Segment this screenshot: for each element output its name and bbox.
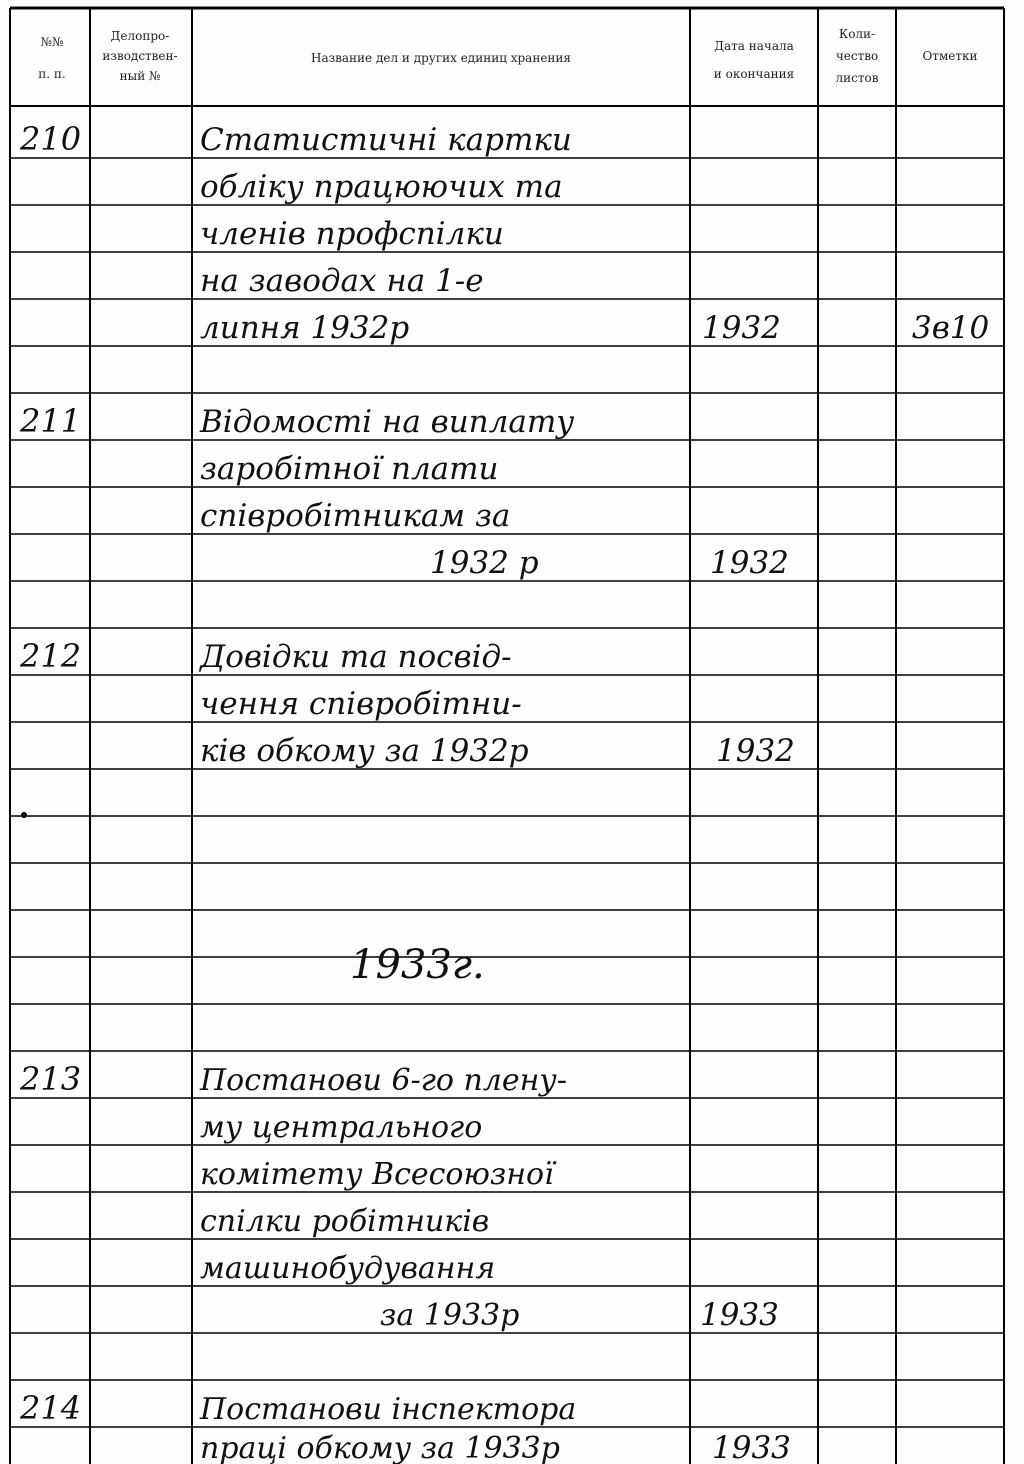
entry-211-dates: 1932 (710, 545, 789, 581)
year-heading: 1933г. (350, 942, 485, 988)
entry-212-title-line1: Довідки та посвід- (200, 639, 512, 675)
entry-210-notes: 3в10 (912, 310, 990, 346)
header-office-line3: ный № (119, 69, 161, 83)
entry-211-number: 211 (20, 402, 82, 440)
entry-210-title-line4: на заводах на 1-е (200, 263, 484, 299)
entry-210-title-line2: обліку працюючих та (200, 169, 563, 205)
entry-214-title-line2: праці обкому за 1933р (200, 1431, 560, 1464)
entry-211-title-line3: співробітникам за (200, 498, 511, 534)
entry-214-title-line1: Постанови інспектора (200, 1392, 577, 1427)
entry-210-title-line3: членів профспілки (200, 216, 504, 252)
entry-213-title-line5: машинобудування (200, 1251, 496, 1286)
entry-210-dates: 1932 (702, 310, 781, 346)
header-sheets-line1: Коли- (838, 27, 876, 41)
entry-213-title-line3: комітету Всесоюзної (200, 1157, 554, 1192)
stray-dot-mark (21, 812, 27, 818)
header-office-line1: Делопро- (110, 29, 170, 43)
entry-214-number: 214 (20, 1389, 82, 1427)
entry-212-dates: 1932 (716, 733, 795, 769)
header-notes: Отметки (922, 49, 978, 63)
ruled-lines (10, 158, 1004, 1427)
entry-211-title-line4: 1932 р (430, 545, 539, 581)
entry-211-title-line1: Відомості на виплату (200, 404, 575, 440)
entry-213-title-line6: за 1933р (380, 1298, 520, 1333)
header-office-line2: изводствен- (102, 49, 178, 63)
entry-213-title-line2: му центрального (200, 1110, 483, 1145)
header-sheets-line3: листов (835, 71, 879, 85)
entry-213-title-line4: спілки робітників (200, 1204, 490, 1239)
entry-213-number: 213 (20, 1060, 82, 1098)
entry-212-number: 212 (20, 637, 82, 675)
entry-211-title-line2: заробітної плати (200, 451, 499, 487)
entry-212-title-line2: чення співробітни- (200, 686, 522, 722)
entry-213-title-line1: Постанови 6-го плену- (200, 1063, 567, 1098)
entry-213-dates: 1933 (700, 1297, 779, 1333)
header-num-line1: №№ (40, 35, 64, 49)
header-dates-line2: и окончания (713, 67, 795, 81)
entry-212-title-line3: ків обкому за 1932р (200, 733, 529, 769)
entry-210-title-line5: липня 1932р (200, 310, 410, 346)
header-title: Название дел и других единиц хранения (310, 51, 572, 65)
entry-210-number: 210 (20, 120, 82, 158)
header-sheets-line2: чество (835, 49, 879, 63)
header-dates-line1: Дата начала (714, 39, 794, 53)
header-num-line2: п. п. (38, 67, 66, 81)
entry-214-dates: 1933 (712, 1430, 791, 1464)
entry-210-title-line1: Статистичні картки (200, 122, 572, 158)
